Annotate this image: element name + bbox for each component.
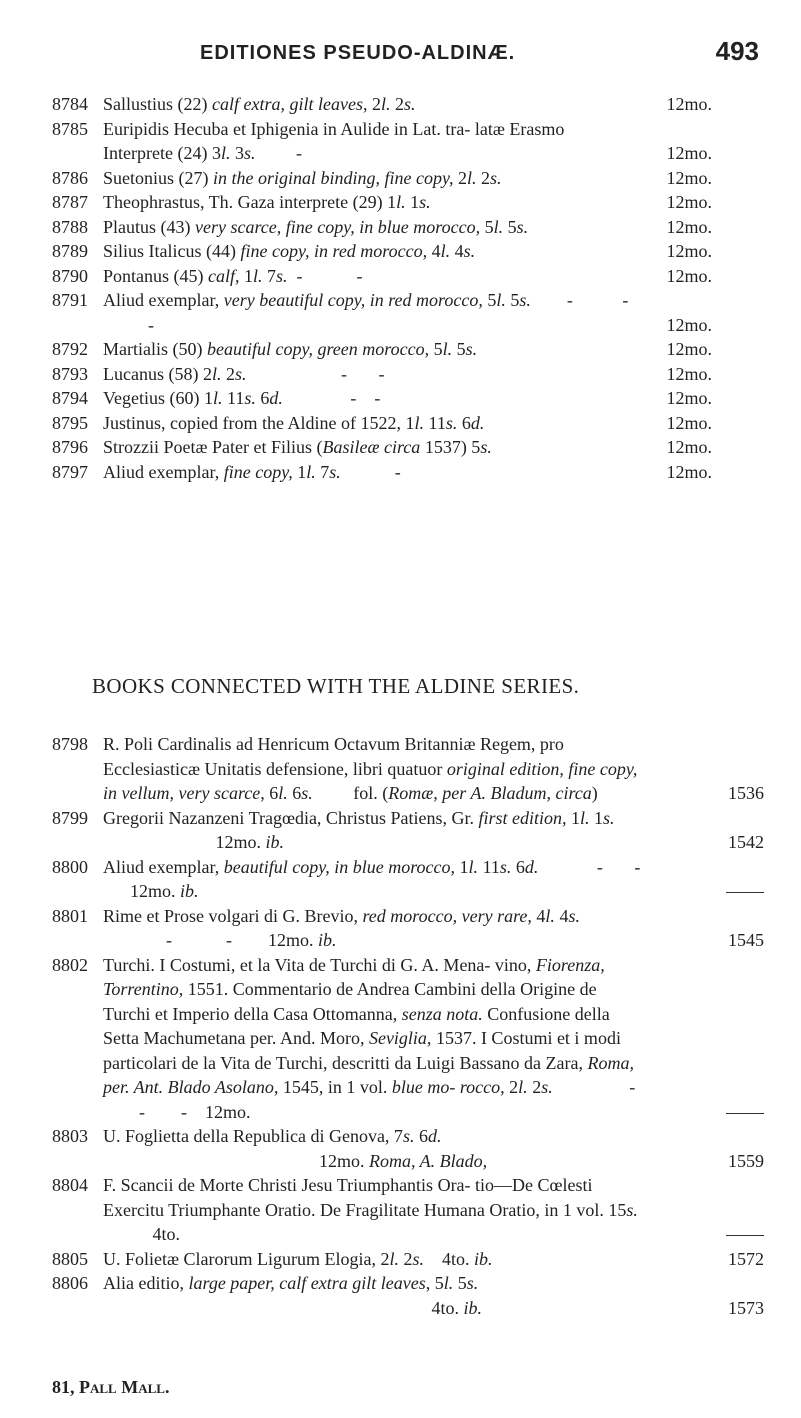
entry-format: 12mo. — [666, 192, 712, 212]
entry-number: 8793 — [52, 363, 88, 384]
catalogue-entry — [52, 806, 764, 855]
catalogue-entry — [52, 435, 712, 460]
entry-date: 1572 — [728, 1248, 764, 1269]
entry-description: Gregorii Nazanzeni Tragœdia, Christus Patiens, Gr. first edition, 1l. 1s. 12mo. ib. — [103, 807, 615, 852]
entry-description: Lucanus (58) 2l. 2s. - - — [103, 363, 385, 384]
entry-number: 8800 — [52, 856, 88, 877]
entry-description: Aliud exemplar, beautiful copy, in blue morocco, 1l. 11s. 6d. - - 12mo. ib. — [103, 856, 641, 901]
entry-description: Strozzii Poetæ Pater et Filius (Basileæ circa 1537) 5s. — [103, 437, 492, 457]
catalogue-entry — [52, 1124, 764, 1173]
catalogue-entry — [52, 1271, 764, 1320]
entry-description: Pontanus (45) calf, 1l. 7s. - - — [103, 265, 363, 286]
entry-number: 8801 — [52, 905, 88, 926]
catalogue-entry — [52, 117, 712, 166]
catalogue-entry — [52, 386, 712, 411]
entry-format: 12mo. — [666, 143, 712, 163]
entry-description: Justinus, copied from the Aldine of 1522, 1l. 11s. 6d. — [103, 412, 485, 433]
entry-description: Plautus (43) very scarce, fine copy, in blue morocco, 5l. 5s. — [103, 216, 529, 237]
entry-description: Turchi. I Costumi, et la Vita de Turchi di G. A. Mena- vino, Fiorenza, Torrentino, 1551. Commentario de Andrea Cambini della Origine de Turchi et Imperio della Casa Ottomanna, senza nota. Confusione della Setta Machumetana per. And. Moro, Seviglia, 1537. I Costumi et i modi particolari de la Vita de Turchi, descritti da Luigi Bassano da Zara, Roma, per. Ant. Blado Asolano, 1545, in 1 vol. blue mo- rocco, 2l. 2s. - - - 12mo. — [103, 954, 636, 1122]
entry-number: 8805 — [52, 1248, 88, 1269]
catalogue-entry — [52, 411, 712, 436]
entry-description: U. Foglietta della Republica di Genova, 7s. 6d. 12mo. Roma, A. Blado, — [103, 1126, 488, 1171]
entry-format: 12mo. — [666, 94, 712, 114]
catalogue-list-connected — [52, 732, 764, 1320]
entry-number: 8794 — [52, 388, 88, 408]
catalogue-entry — [52, 953, 712, 1125]
catalogue-entry — [52, 215, 712, 240]
entry-format: 12mo. — [666, 339, 712, 359]
entry-format: 12mo. — [666, 437, 712, 457]
entry-format: 12mo. — [666, 216, 712, 237]
entry-number: 8791 — [52, 290, 88, 310]
entry-number: 8804 — [52, 1175, 88, 1195]
entry-number: 8785 — [52, 118, 88, 139]
entry-description: Aliud exemplar, very beautiful copy, in red morocco, 5l. 5s. - - - — [103, 290, 629, 335]
catalogue-entry — [52, 288, 712, 337]
page-number: 493 — [715, 36, 759, 66]
entry-description: Suetonius (27) in the original binding, fine copy, 2l. 2s. — [103, 167, 502, 188]
catalogue-entry — [52, 460, 712, 485]
entry-format: 12mo. — [666, 314, 712, 335]
catalogue-entry — [52, 362, 712, 387]
catalogue-entry — [52, 904, 764, 953]
entry-description: Sallustius (22) calf extra, gilt leaves, 2l. 2s. — [103, 94, 416, 114]
entry-description: Vegetius (60) 1l. 11s. 6d. - - — [103, 388, 381, 408]
running-title: EDITIONES PSEUDO-ALDINÆ. — [200, 42, 516, 64]
entry-description: Aliud exemplar, fine copy, 1l. 7s. - — [103, 461, 401, 482]
entry-number: 8799 — [52, 807, 88, 828]
catalogue-entry — [52, 166, 712, 191]
entry-number: 8798 — [52, 734, 88, 754]
entry-format: 12mo. — [666, 461, 712, 482]
entry-number: 8790 — [52, 265, 88, 286]
entry-description: Rime et Prose volgari di G. Brevio, red morocco, very rare, 4l. 4s. - - 12mo. ib. — [103, 905, 580, 950]
catalogue-entry — [52, 855, 712, 904]
entry-number: 8786 — [52, 167, 88, 188]
entry-date — [712, 1222, 764, 1247]
entry-description: Euripidis Hecuba et Iphigenia in Aulide in Lat. tra- latæ Erasmo Interprete (24) 3l. 3s. - — [103, 118, 565, 163]
entry-description: U. Folietæ Clarorum Ligurum Elogia, 2l. 2s. 4to. ib. — [103, 1248, 493, 1269]
entry-format: 12mo. — [666, 265, 712, 286]
footer-address: 81, Pall Mall. — [52, 1377, 170, 1397]
entry-description: F. Scancii de Morte Christi Jesu Triumphantis Ora- tio—De Cœlesti Exercitu Triumphante Oratio. De Fragilitate Humana Oratio, in 1 vol. 15s. 4to. — [103, 1175, 638, 1244]
entry-number: 8784 — [52, 94, 88, 114]
catalogue-entry — [52, 264, 712, 289]
entry-date — [712, 879, 764, 904]
catalogue-entry — [52, 239, 712, 264]
entry-date: 1545 — [728, 930, 764, 950]
catalogue-entry — [52, 337, 712, 362]
running-header — [40, 36, 761, 76]
entry-date: 1542 — [728, 832, 764, 852]
entry-format: 12mo. — [666, 388, 712, 408]
entry-number: 8787 — [52, 192, 88, 212]
entry-description: Martialis (50) beautiful copy, green morocco, 5l. 5s. — [103, 339, 478, 359]
entry-number: 8795 — [52, 412, 88, 433]
entry-format: 12mo. — [666, 412, 712, 433]
entry-number: 8803 — [52, 1126, 88, 1146]
entry-description: Theophrastus, Th. Gaza interprete (29) 1l. 1s. — [103, 192, 431, 212]
catalogue-entry — [52, 1173, 712, 1247]
entry-number: 8796 — [52, 437, 88, 457]
entry-description: Silius Italicus (44) fine copy, in red morocco, 4l. 4s. — [103, 241, 476, 261]
section-title: BOOKS CONNECTED WITH THE ALDINE SERIES. — [92, 674, 580, 698]
entry-number: 8792 — [52, 339, 88, 359]
entry-number: 8806 — [52, 1273, 88, 1293]
entry-number: 8802 — [52, 954, 88, 975]
catalogue-entry — [52, 732, 764, 806]
catalogue-entry — [52, 92, 712, 117]
entry-number: 8797 — [52, 461, 88, 482]
entry-description: R. Poli Cardinalis ad Henricum Octavum Britanniæ Regem, pro Ecclesiasticæ Unitatis defensione, libri quatuor original edition, fine copy, in vellum, very scarce, 6l. 6s. fol. (Romæ, per A. Bladum, circa) — [103, 734, 638, 803]
catalogue-list-pseudo-aldine — [52, 92, 712, 484]
entry-format: 12mo. — [666, 363, 712, 384]
entry-number: 8788 — [52, 216, 88, 237]
entry-date — [712, 1100, 764, 1125]
entry-format: 12mo. — [666, 167, 712, 188]
entry-date: 1573 — [728, 1297, 764, 1318]
entry-date: 1536 — [728, 783, 764, 803]
entry-date: 1559 — [728, 1150, 764, 1171]
entry-description: Alia editio, large paper, calf extra gilt leaves, 5l. 5s. 4to. ib. — [103, 1273, 483, 1318]
entry-number: 8789 — [52, 241, 88, 261]
entry-format: 12mo. — [666, 241, 712, 261]
catalogue-entry — [52, 190, 712, 215]
catalogue-entry — [52, 1247, 764, 1272]
